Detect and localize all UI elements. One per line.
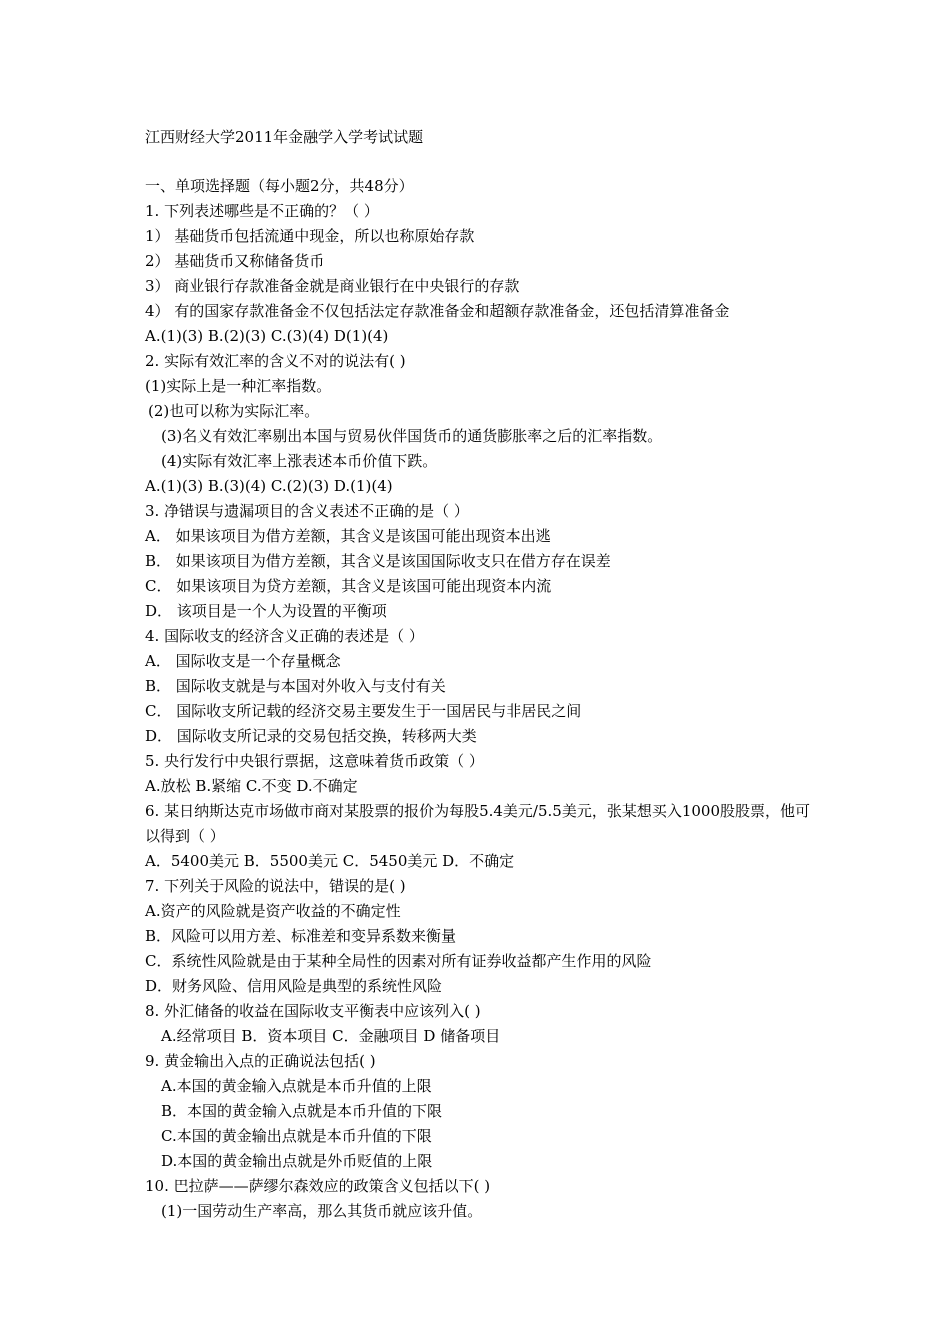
section-heading: 一、单项选择题（每小题2分，共48分） xyxy=(145,177,414,195)
text-line: C．系统性风险就是由于某种全局性的因素对所有证券收益都产生作用的风险 xyxy=(145,952,652,970)
text-line: A.资产的风险就是资产收益的不确定性 xyxy=(145,902,401,920)
text-line: C.本国的黄金输出点就是本币升值的下限 xyxy=(161,1127,432,1145)
text-line: A． 国际收支是一个存量概念 xyxy=(145,652,341,670)
text-line: 6. 某日纳斯达克市场做市商对某股票的报价为每股5.4美元/5.5美元，张某想买入1000股股票，他可以得到（ ） xyxy=(145,802,811,845)
text-line: D． 该项目是一个人为设置的平衡项 xyxy=(145,602,387,620)
text-line: B．风险可以用方差、标准差和变异系数来衡量 xyxy=(145,927,457,945)
text-line: (1)实际上是一种汇率指数。 xyxy=(145,377,332,395)
text-line: C． 如果该项目为贷方差额，其含义是该国可能出现资本内流 xyxy=(145,577,552,595)
text-line: D.本国的黄金输出点就是外币贬值的上限 xyxy=(161,1152,433,1170)
text-line: B． 国际收支就是与本国对外收入与支付有关 xyxy=(145,677,446,695)
text-line: 1） 基础货币包括流通中现金，所以也称原始存款 xyxy=(145,227,475,245)
text-line: (3)名义有效汇率剔出本国与贸易伙伴国货币的通货膨胀率之后的汇率指数。 xyxy=(161,427,663,445)
document-title: 江西财经大学2011年金融学入学考试试题 xyxy=(145,128,424,146)
text-line: 2. 实际有效汇率的含义不对的说法有( ) xyxy=(145,352,406,370)
text-line: (4)实际有效汇率上涨表述本币价值下跌。 xyxy=(161,452,438,470)
text-line: B．本国的黄金输入点就是本币升值的下限 xyxy=(161,1102,443,1120)
text-line: 2） 基础货币又称储备货币 xyxy=(145,252,325,270)
text-line: C． 国际收支所记载的经济交易主要发生于一国居民与非居民之间 xyxy=(145,702,582,720)
text-line: (1)一国劳动生产率高，那么其货币就应该升值。 xyxy=(161,1202,483,1220)
text-line: 3） 商业银行存款准备金就是商业银行在中央银行的存款 xyxy=(145,277,520,295)
text-line: 8. 外汇储备的收益在国际收支平衡表中应该列入( ) xyxy=(145,1002,481,1020)
text-line: B． 如果该项目为借方差额，其含义是该国国际收支只在借方存在误差 xyxy=(145,552,611,570)
text-line: D．财务风险、信用风险是典型的系统性风险 xyxy=(145,977,443,995)
text-line: (2)也可以称为实际汇率。 xyxy=(148,402,320,420)
text-line: A.经常项目 B．资本项目 C．金融项目 D 储备项目 xyxy=(161,1027,501,1045)
text-line: A.本国的黄金输入点就是本币升值的上限 xyxy=(161,1077,432,1095)
text-line: A．5400美元 B．5500美元 C．5450美元 D．不确定 xyxy=(145,852,515,870)
text-line: D． 国际收支所记录的交易包括交换，转移两大类 xyxy=(145,727,477,745)
text-line: 4） 有的国家存款准备金不仅包括法定存款准备金和超额存款准备金，还包括清算准备金 xyxy=(145,302,730,320)
text-line: A.放松 B.紧缩 C.不变 D.不确定 xyxy=(145,777,358,795)
text-line: 7. 下列关于风险的说法中，错误的是( ) xyxy=(145,877,406,895)
text-line: A.(1)(3) B.(3)(4) C.(2)(3) D.(1)(4) xyxy=(145,477,393,495)
text-line: 5. 央行发行中央银行票据，这意味着货币政策（ ） xyxy=(145,752,484,770)
document-body xyxy=(145,174,825,1224)
text-line: 3. 净错误与遗漏项目的含义表述不正确的是（ ） xyxy=(145,502,469,520)
text-line: 10. 巴拉萨——萨缪尔森效应的政策含义包括以下( ) xyxy=(145,1177,491,1195)
text-line: 4. 国际收支的经济含义正确的表述是（ ） xyxy=(145,627,424,645)
text-line: 9. 黄金输出入点的正确说法包括( ) xyxy=(145,1052,376,1070)
text-line: A． 如果该项目为借方差额，其含义是该国可能出现资本出逃 xyxy=(145,527,551,545)
question-list xyxy=(145,199,825,1224)
text-line: 1. 下列表述哪些是不正确的？（ ） xyxy=(145,202,379,220)
text-line: A.(1)(3) B.(2)(3) C.(3)(4) D(1)(4) xyxy=(145,327,389,345)
